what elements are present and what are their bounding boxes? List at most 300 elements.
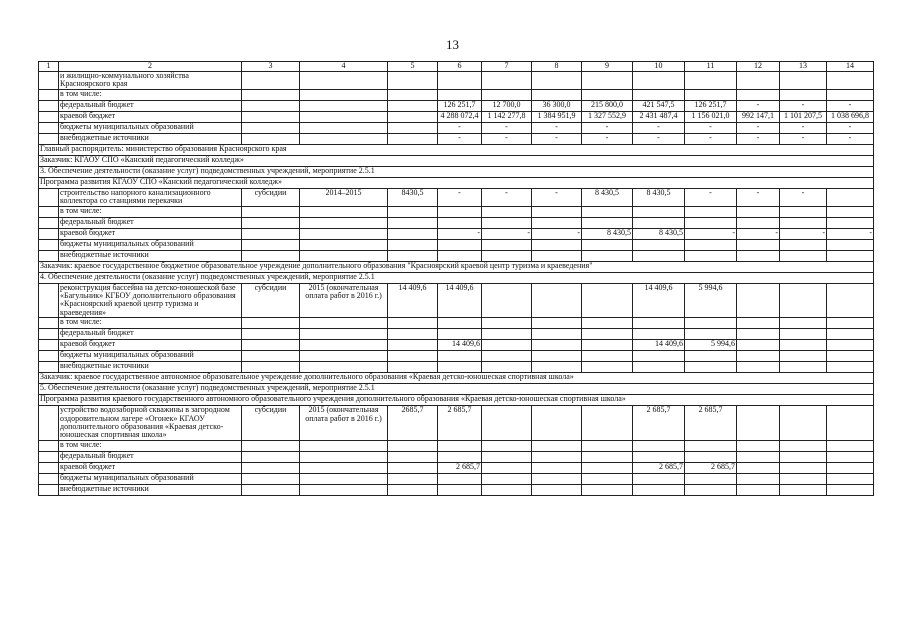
value-cell bbox=[633, 440, 685, 451]
value-cell: - bbox=[532, 228, 582, 239]
value-cell: - bbox=[737, 122, 780, 133]
value-cell bbox=[438, 440, 482, 451]
value-cell: 1 142 277,8 bbox=[482, 111, 532, 122]
value-cell bbox=[737, 318, 780, 329]
value-cell bbox=[827, 188, 874, 206]
empty-cell bbox=[300, 329, 388, 340]
empty-cell bbox=[39, 122, 59, 133]
empty-cell bbox=[242, 462, 300, 473]
value-cell: - bbox=[438, 228, 482, 239]
value-cell bbox=[582, 440, 633, 451]
value-cell bbox=[482, 473, 532, 484]
value-cell bbox=[482, 406, 532, 441]
value-cell bbox=[633, 89, 685, 100]
empty-cell bbox=[242, 111, 300, 122]
source-row bbox=[39, 217, 874, 228]
empty-cell bbox=[39, 188, 59, 206]
period: 2015 (окончательная оплата работ в 2016 г.) bbox=[300, 406, 388, 441]
empty-cell bbox=[242, 451, 300, 462]
value-cell: - bbox=[532, 188, 582, 206]
value-cell bbox=[737, 462, 780, 473]
value-cell bbox=[827, 362, 874, 373]
empty-cell bbox=[388, 340, 438, 351]
value-cell: 8 430,5 bbox=[582, 188, 633, 206]
value-cell bbox=[532, 484, 582, 495]
empty-cell bbox=[388, 451, 438, 462]
estimated-cost: 2685,7 bbox=[388, 406, 438, 441]
value-cell: - bbox=[633, 133, 685, 144]
empty-cell bbox=[532, 72, 582, 90]
source-row bbox=[39, 462, 874, 473]
object-row bbox=[39, 188, 874, 206]
empty-cell bbox=[737, 72, 780, 90]
value-cell bbox=[685, 206, 737, 217]
value-cell: 2 685,7 bbox=[438, 406, 482, 441]
source-label: в том числе: bbox=[59, 440, 242, 451]
section-line: Программа развития краевого государственного автономного образовательного учреждения дополнительного образования «Краевая детско-юношеская спортивная школа» bbox=[39, 395, 874, 406]
value-cell bbox=[685, 217, 737, 228]
empty-cell bbox=[39, 89, 59, 100]
value-cell bbox=[482, 451, 532, 462]
section-line-row bbox=[39, 384, 874, 395]
value-cell: 8 430,5 bbox=[633, 228, 685, 239]
value-cell bbox=[582, 250, 633, 261]
value-cell bbox=[827, 351, 874, 362]
financing-table bbox=[38, 61, 874, 496]
empty-cell bbox=[388, 329, 438, 340]
value-cell: - bbox=[737, 188, 780, 206]
value-cell bbox=[780, 318, 827, 329]
value-cell bbox=[532, 318, 582, 329]
empty-cell bbox=[242, 122, 300, 133]
empty-cell bbox=[39, 362, 59, 373]
empty-cell bbox=[242, 217, 300, 228]
column-header: 9 bbox=[582, 62, 633, 72]
empty-cell bbox=[39, 250, 59, 261]
empty-cell bbox=[39, 462, 59, 473]
value-cell bbox=[780, 340, 827, 351]
value-cell: 2 685,7 bbox=[438, 462, 482, 473]
value-cell bbox=[438, 217, 482, 228]
source-row bbox=[39, 440, 874, 451]
value-cell bbox=[780, 406, 827, 441]
empty-cell bbox=[242, 351, 300, 362]
value-cell: - bbox=[737, 133, 780, 144]
value-cell bbox=[633, 329, 685, 340]
object-name: устройство водозаборной скважины в загородном оздоровительном лагере «Огонек» КГАОУ дополнительного образования «Краевая детско-юношеская спортивная школа» bbox=[59, 406, 242, 441]
section-line: Программа развития КГАОУ СПО «Канский педагогический колледж» bbox=[39, 177, 874, 188]
value-cell: - bbox=[780, 122, 827, 133]
value-cell bbox=[482, 206, 532, 217]
value-cell: 14 409,6 bbox=[633, 340, 685, 351]
value-cell: 421 547,5 bbox=[633, 100, 685, 111]
source-row bbox=[39, 122, 874, 133]
value-cell bbox=[685, 250, 737, 261]
value-cell bbox=[737, 206, 780, 217]
value-cell bbox=[780, 484, 827, 495]
value-cell bbox=[438, 351, 482, 362]
value-cell bbox=[827, 250, 874, 261]
value-cell bbox=[582, 484, 633, 495]
column-header: 3 bbox=[242, 62, 300, 72]
value-cell: 5 994,6 bbox=[685, 283, 737, 318]
value-cell bbox=[438, 89, 482, 100]
value-cell: 2 685,7 bbox=[685, 406, 737, 441]
column-header: 5 bbox=[388, 62, 438, 72]
value-cell bbox=[482, 89, 532, 100]
value-cell: - bbox=[532, 122, 582, 133]
value-cell bbox=[532, 89, 582, 100]
value-cell bbox=[827, 451, 874, 462]
value-cell: 36 300,0 bbox=[532, 100, 582, 111]
value-cell bbox=[737, 362, 780, 373]
value-cell bbox=[482, 440, 532, 451]
value-cell bbox=[827, 217, 874, 228]
empty-cell bbox=[300, 484, 388, 495]
empty-cell bbox=[388, 111, 438, 122]
value-cell: - bbox=[685, 122, 737, 133]
empty-cell bbox=[300, 133, 388, 144]
value-cell bbox=[827, 318, 874, 329]
value-cell bbox=[582, 340, 633, 351]
empty-cell bbox=[388, 318, 438, 329]
estimated-cost: 8430,5 bbox=[388, 188, 438, 206]
value-cell bbox=[827, 239, 874, 250]
value-cell bbox=[532, 473, 582, 484]
value-cell bbox=[532, 462, 582, 473]
empty-cell bbox=[242, 440, 300, 451]
empty-cell bbox=[438, 72, 482, 90]
value-cell bbox=[532, 250, 582, 261]
empty-cell bbox=[300, 362, 388, 373]
value-cell bbox=[582, 473, 633, 484]
empty-cell bbox=[300, 89, 388, 100]
empty-cell bbox=[388, 462, 438, 473]
empty-cell bbox=[300, 473, 388, 484]
value-cell bbox=[532, 451, 582, 462]
section-line-row bbox=[39, 261, 874, 272]
empty-cell bbox=[39, 239, 59, 250]
source-row bbox=[39, 250, 874, 261]
value-cell bbox=[685, 451, 737, 462]
value-cell bbox=[780, 351, 827, 362]
value-cell bbox=[482, 462, 532, 473]
empty-cell bbox=[242, 473, 300, 484]
empty-cell bbox=[388, 122, 438, 133]
value-cell bbox=[633, 239, 685, 250]
value-cell: - bbox=[780, 228, 827, 239]
value-cell bbox=[482, 340, 532, 351]
empty-cell bbox=[388, 351, 438, 362]
section-line: 3. Обеспечение деятельности (оказание услуг) подведомственных учреждений, мероприятие 2.5.1 bbox=[39, 166, 874, 177]
value-cell: 12 700,0 bbox=[482, 100, 532, 111]
empty-cell bbox=[39, 206, 59, 217]
source-row bbox=[39, 89, 874, 100]
value-cell bbox=[780, 217, 827, 228]
value-cell: 126 251,7 bbox=[685, 100, 737, 111]
value-cell: 2 685,7 bbox=[633, 406, 685, 441]
section-line: Заказчик: КГАОУ СПО «Канский педагогический колледж» bbox=[39, 155, 874, 166]
value-cell bbox=[827, 406, 874, 441]
empty-cell bbox=[685, 72, 737, 90]
empty-cell bbox=[242, 362, 300, 373]
value-cell: 1 327 552,9 bbox=[582, 111, 633, 122]
period: 2015 (окончательная оплата работ в 2016 г.) bbox=[300, 283, 388, 318]
section-line-row bbox=[39, 144, 874, 155]
value-cell bbox=[737, 250, 780, 261]
value-cell bbox=[737, 451, 780, 462]
value-cell bbox=[685, 362, 737, 373]
value-cell: 14 409,6 bbox=[633, 283, 685, 318]
source-label: федеральный бюджет bbox=[59, 451, 242, 462]
column-header: 2 bbox=[59, 62, 242, 72]
value-cell: 992 147,1 bbox=[737, 111, 780, 122]
value-cell bbox=[582, 318, 633, 329]
source-row bbox=[39, 228, 874, 239]
value-cell bbox=[582, 406, 633, 441]
value-cell bbox=[582, 329, 633, 340]
value-cell bbox=[582, 89, 633, 100]
column-header: 8 bbox=[532, 62, 582, 72]
value-cell: 4 288 072,4 bbox=[438, 111, 482, 122]
empty-cell bbox=[300, 451, 388, 462]
empty-cell bbox=[300, 206, 388, 217]
empty-cell bbox=[388, 239, 438, 250]
value-cell bbox=[633, 484, 685, 495]
column-header: 7 bbox=[482, 62, 532, 72]
value-cell bbox=[737, 283, 780, 318]
value-cell bbox=[438, 362, 482, 373]
value-cell: - bbox=[827, 133, 874, 144]
column-header: 10 bbox=[633, 62, 685, 72]
source-label: внебюджетные источники bbox=[59, 133, 242, 144]
value-cell bbox=[438, 250, 482, 261]
value-cell: - bbox=[780, 188, 827, 206]
column-header: 4 bbox=[300, 62, 388, 72]
source-label: краевой бюджет bbox=[59, 340, 242, 351]
value-cell: - bbox=[582, 133, 633, 144]
value-cell bbox=[633, 318, 685, 329]
value-cell bbox=[582, 239, 633, 250]
empty-cell bbox=[482, 72, 532, 90]
empty-cell bbox=[388, 133, 438, 144]
empty-cell bbox=[242, 239, 300, 250]
value-cell: - bbox=[780, 100, 827, 111]
empty-cell bbox=[300, 100, 388, 111]
header-row bbox=[39, 62, 874, 72]
empty-cell bbox=[388, 484, 438, 495]
value-cell bbox=[685, 89, 737, 100]
value-cell: 1 156 021,0 bbox=[685, 111, 737, 122]
value-cell bbox=[532, 440, 582, 451]
source-row bbox=[39, 329, 874, 340]
empty-cell bbox=[388, 89, 438, 100]
empty-cell bbox=[300, 250, 388, 261]
value-cell bbox=[482, 283, 532, 318]
value-cell bbox=[482, 318, 532, 329]
empty-cell bbox=[242, 250, 300, 261]
value-cell: - bbox=[438, 122, 482, 133]
value-cell bbox=[482, 250, 532, 261]
value-cell: - bbox=[482, 228, 532, 239]
source-label: бюджеты муниципальных образований bbox=[59, 122, 242, 133]
value-cell bbox=[438, 473, 482, 484]
empty-cell bbox=[827, 72, 874, 90]
value-cell: - bbox=[482, 122, 532, 133]
empty-cell bbox=[388, 217, 438, 228]
section-line: Главный распорядитель: министерство образования Красноярского края bbox=[39, 144, 874, 155]
value-cell bbox=[780, 206, 827, 217]
value-cell bbox=[482, 362, 532, 373]
value-cell bbox=[780, 462, 827, 473]
object-name: реконструкция бассейна на детско-юношеской базе «Багульник» КГБОУ дополнительного образования «Красноярский краевой центр туризма и краеведения» bbox=[59, 283, 242, 318]
source-label: в том числе: bbox=[59, 206, 242, 217]
value-cell bbox=[737, 406, 780, 441]
value-cell bbox=[685, 351, 737, 362]
value-cell bbox=[532, 351, 582, 362]
value-cell: 215 800,0 bbox=[582, 100, 633, 111]
column-header: 6 bbox=[438, 62, 482, 72]
value-cell bbox=[685, 440, 737, 451]
value-cell bbox=[532, 206, 582, 217]
source-label: внебюджетные источники bbox=[59, 250, 242, 261]
empty-cell bbox=[39, 217, 59, 228]
value-cell bbox=[482, 484, 532, 495]
source-label: в том числе: bbox=[59, 89, 242, 100]
empty-cell bbox=[300, 462, 388, 473]
section-line: 4. Обеспечение деятельности (оказание услуг) подведомственных учреждений, мероприятие 2.5.1 bbox=[39, 272, 874, 283]
source-row bbox=[39, 451, 874, 462]
value-cell bbox=[532, 406, 582, 441]
value-cell bbox=[780, 451, 827, 462]
source-label: бюджеты муниципальных образований bbox=[59, 239, 242, 250]
value-cell: 8 430,5 bbox=[582, 228, 633, 239]
source-label: краевой бюджет bbox=[59, 462, 242, 473]
value-cell bbox=[685, 318, 737, 329]
value-cell: 1 101 207,5 bbox=[780, 111, 827, 122]
source-label: в том числе: bbox=[59, 318, 242, 329]
value-cell bbox=[780, 329, 827, 340]
empty-cell bbox=[300, 228, 388, 239]
value-cell bbox=[827, 340, 874, 351]
value-cell: 2 685,7 bbox=[685, 462, 737, 473]
section-line-row bbox=[39, 373, 874, 384]
value-cell bbox=[582, 206, 633, 217]
empty-cell bbox=[388, 440, 438, 451]
section-line: Заказчик: краевое государственное бюджетное образовательное учреждение дополнительного образования "Красноярский краевой центр туризма и краеведения" bbox=[39, 261, 874, 272]
value-cell bbox=[827, 283, 874, 318]
value-cell bbox=[827, 462, 874, 473]
section-line-row bbox=[39, 155, 874, 166]
value-cell bbox=[685, 239, 737, 250]
empty-cell bbox=[242, 206, 300, 217]
empty-cell bbox=[242, 100, 300, 111]
value-cell bbox=[685, 329, 737, 340]
source-label: краевой бюджет bbox=[59, 228, 242, 239]
value-cell bbox=[780, 283, 827, 318]
source-label: внебюджетные источники bbox=[59, 362, 242, 373]
source-row bbox=[39, 362, 874, 373]
empty-cell bbox=[39, 451, 59, 462]
empty-cell bbox=[39, 72, 59, 90]
value-cell: - bbox=[827, 228, 874, 239]
empty-cell bbox=[300, 239, 388, 250]
financing-type: субсидии bbox=[242, 406, 300, 441]
source-row bbox=[39, 206, 874, 217]
value-cell: 126 251,7 bbox=[438, 100, 482, 111]
value-cell: 2 431 487,4 bbox=[633, 111, 685, 122]
empty-cell bbox=[300, 122, 388, 133]
value-cell: - bbox=[532, 133, 582, 144]
source-label: бюджеты муниципальных образований bbox=[59, 473, 242, 484]
section-line: Заказчик: краевое государственное автономное образовательное учреждение дополнительного образования «Краевая детско-юношеская спортивная школа» bbox=[39, 373, 874, 384]
value-cell bbox=[482, 239, 532, 250]
value-cell bbox=[438, 329, 482, 340]
value-cell bbox=[780, 362, 827, 373]
value-cell bbox=[737, 340, 780, 351]
source-row bbox=[39, 473, 874, 484]
value-cell bbox=[582, 217, 633, 228]
empty-cell bbox=[39, 283, 59, 318]
empty-cell bbox=[39, 228, 59, 239]
column-header: 13 bbox=[780, 62, 827, 72]
empty-cell bbox=[39, 329, 59, 340]
value-cell: - bbox=[685, 228, 737, 239]
value-cell bbox=[532, 362, 582, 373]
value-cell: 14 409,6 bbox=[438, 340, 482, 351]
value-cell bbox=[633, 351, 685, 362]
value-cell bbox=[438, 484, 482, 495]
value-cell bbox=[737, 329, 780, 340]
value-cell: - bbox=[737, 228, 780, 239]
source-row bbox=[39, 340, 874, 351]
empty-cell bbox=[300, 217, 388, 228]
value-cell: - bbox=[827, 100, 874, 111]
value-cell: - bbox=[737, 100, 780, 111]
value-cell: - bbox=[685, 133, 737, 144]
empty-cell bbox=[300, 72, 388, 90]
empty-cell bbox=[242, 89, 300, 100]
value-cell bbox=[827, 484, 874, 495]
value-cell bbox=[827, 440, 874, 451]
empty-cell bbox=[300, 318, 388, 329]
value-cell bbox=[532, 239, 582, 250]
empty-cell bbox=[39, 133, 59, 144]
source-label: федеральный бюджет bbox=[59, 100, 242, 111]
empty-cell bbox=[388, 362, 438, 373]
value-cell bbox=[438, 206, 482, 217]
source-label: внебюджетные источники bbox=[59, 484, 242, 495]
page-number: 13 bbox=[446, 37, 459, 52]
value-cell bbox=[827, 329, 874, 340]
empty-cell bbox=[300, 440, 388, 451]
section-line: 5. Обеспечение деятельности (оказание услуг) подведомственных учреждений, мероприятие 2.5.1 bbox=[39, 384, 874, 395]
empty-cell bbox=[39, 340, 59, 351]
source-row bbox=[39, 318, 874, 329]
value-cell: - bbox=[633, 122, 685, 133]
value-cell bbox=[482, 351, 532, 362]
value-cell bbox=[582, 451, 633, 462]
value-cell bbox=[827, 206, 874, 217]
source-label: краевой бюджет bbox=[59, 111, 242, 122]
value-cell: - bbox=[780, 133, 827, 144]
value-cell bbox=[532, 340, 582, 351]
empty-cell bbox=[242, 228, 300, 239]
empty-cell bbox=[242, 340, 300, 351]
object-name: и жилищно-коммунального хозяйства Красноярского края bbox=[59, 72, 242, 90]
value-cell bbox=[780, 473, 827, 484]
empty-cell bbox=[39, 100, 59, 111]
